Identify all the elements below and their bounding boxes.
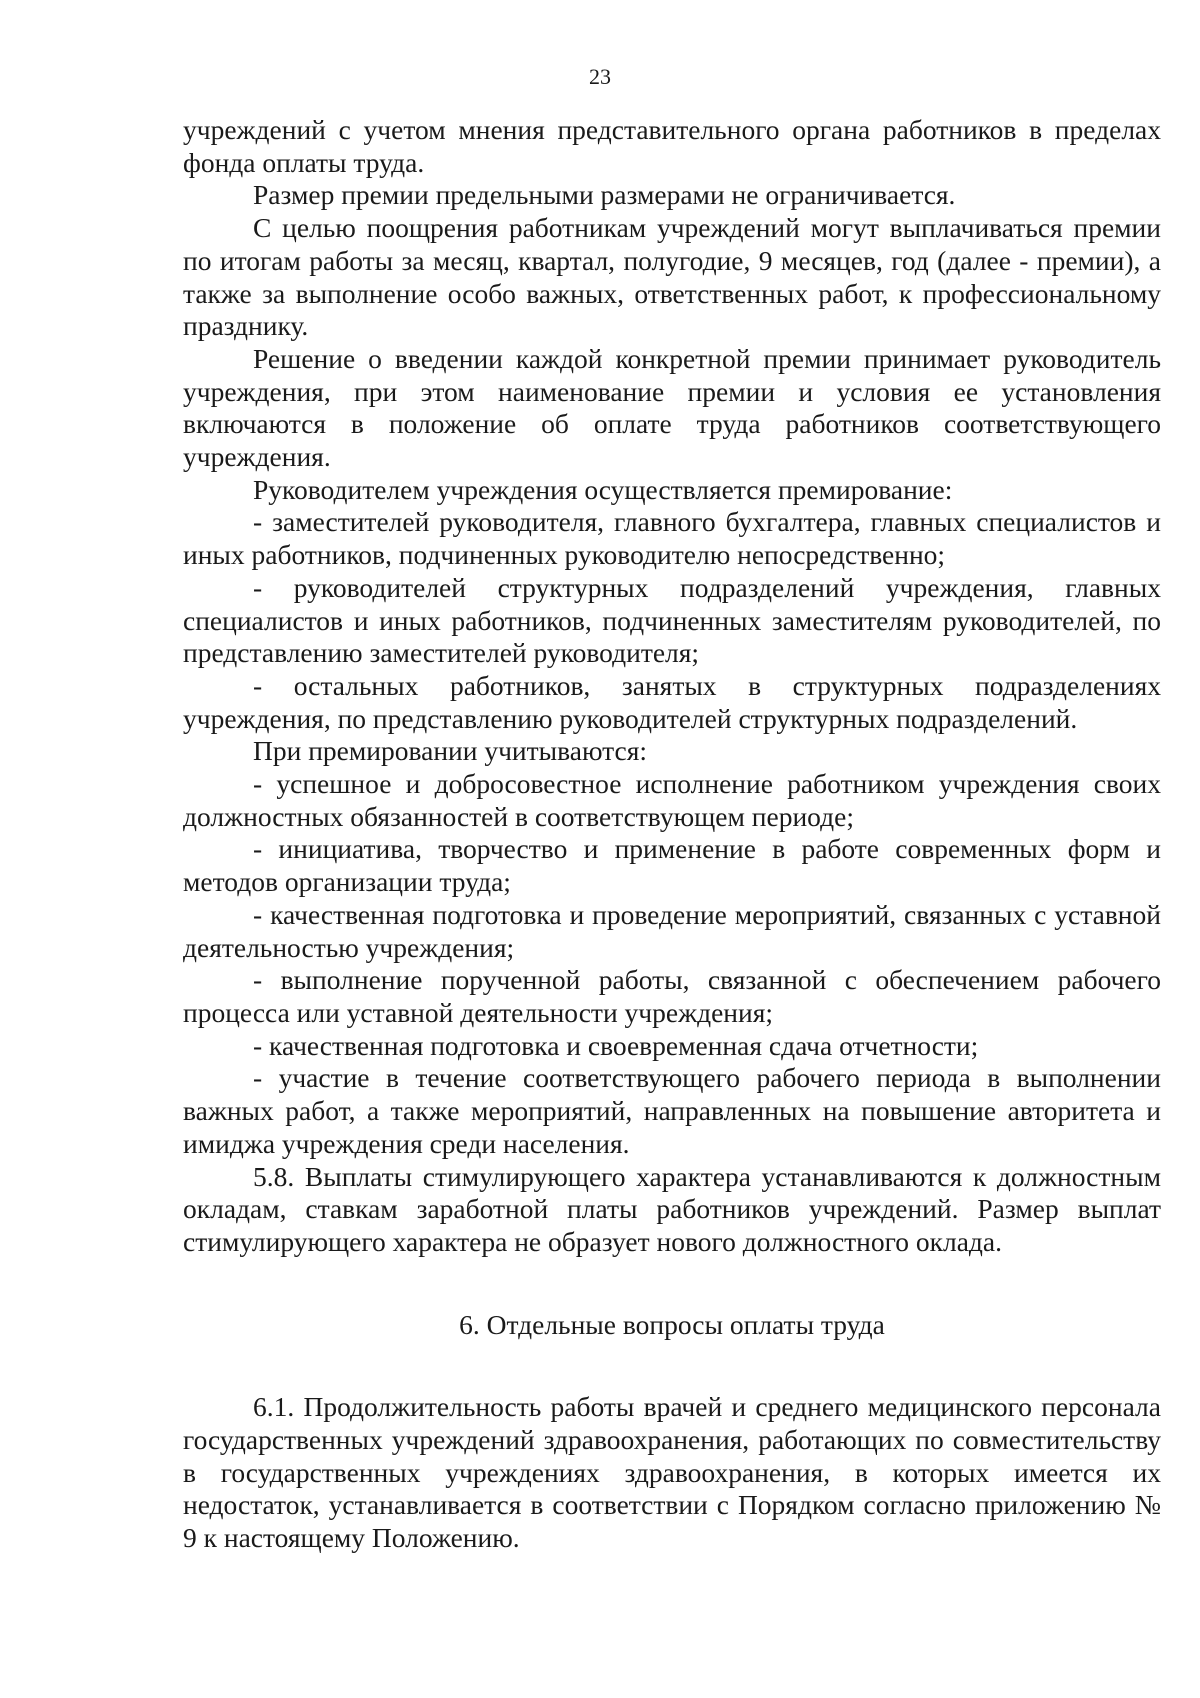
list-item: - выполнение порученной работы, связанной с обеспечением рабочего процесса или уставной деятельности учреждения; [183, 964, 1161, 1028]
paragraph: При премировании учитываются: [253, 735, 647, 767]
paragraph: Решение о введении каждой конкретной премии принимает руководитель учреждения, при этом наименование премии и условия ее установления включаются в положение об оплате труда работников соответствующего учреждения. [183, 342, 1161, 473]
paragraph: С целью поощрения работникам учреждений могут выплачиваться премии по итогам работы за месяц, квартал, полугодие, 9 месяцев, год (далее - премии), а также за выполнение особо важных, ответственных работ, к профессиональному празднику. [183, 212, 1161, 342]
list-item: - участие в течение соответствующего рабочего периода в выполнении важных работ, а также мероприятий, направленных на повышение авторитета и имиджа учреждения среди населения. [183, 1062, 1161, 1159]
clause-5-8: 5.8. Выплаты стимулирующего характера устанавливаются к должностным окладам, ставкам заработной платы работников учреждений. Размер выплат стимулирующего характера не образует нового должностного оклада. [183, 1160, 1161, 1257]
document-body [183, 114, 1161, 1555]
paragraph: Руководителем учреждения осуществляется премирование: [253, 473, 953, 505]
list-item: - руководителей структурных подразделений учреждения, главных специалистов и иных работников, подчиненных заместителям руководителей, по представлению заместителей руководителя; [183, 571, 1161, 669]
list-item: - успешное и добросовестное исполнение работником учреждения своих должностных обязанностей в соответствующем периоде; [183, 768, 1161, 832]
list-item: - остальных работников, занятых в структурных подразделениях учреждения, по представлению руководителей структурных подразделений. [183, 669, 1161, 734]
list-item: - качественная подготовка и своевременная сдача отчетности; [253, 1029, 979, 1061]
list-item: - качественная подготовка и проведение мероприятий, связанных с уставной деятельностью учреждения; [183, 898, 1161, 963]
list-item: - инициатива, творчество и применение в работе современных форм и методов организации труда; [183, 833, 1161, 898]
section-heading: 6. Отдельные вопросы оплаты труда [459, 1308, 885, 1340]
clause-6-1: 6.1. Продолжительность работы врачей и среднего медицинского персонала государственных учреждений здравоохранения, работающих по совместительству в государственных учреждениях здравоохранения, в которых имеется их недостаток, устанавливается в соответствии с Порядком согласно приложению № 9 к настоящему Положению. [183, 1391, 1161, 1554]
paragraph: учреждений с учетом мнения представительного органа работников в пределах фонда оплаты труда. [183, 114, 1161, 178]
list-item: - заместителей руководителя, главного бухгалтера, главных специалистов и иных работников, подчиненных руководителю непосредственно; [183, 506, 1161, 571]
page-number: 23 [589, 64, 611, 89]
paragraph: Размер премии предельными размерами не ограничивается. [253, 179, 956, 211]
